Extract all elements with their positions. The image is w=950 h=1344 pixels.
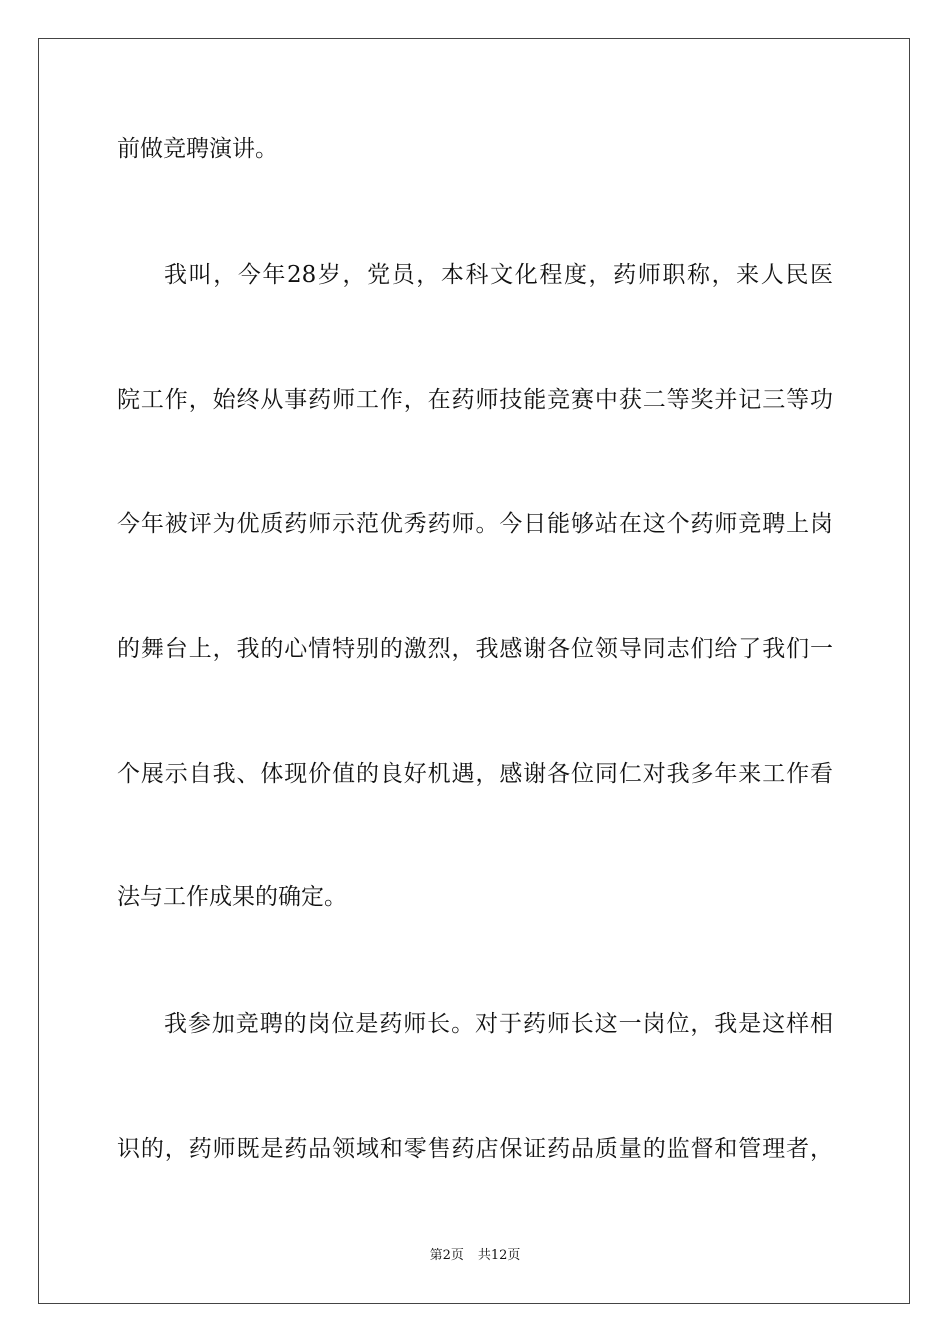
- text-line-6: 个展示自我、体现价值的良好机遇，感谢各位同仁对我多年来工作看: [117, 761, 833, 787]
- text-line-8: 我参加竞聘的岗位是药师长。对于药师长这一岗位，我是这样相: [164, 1011, 833, 1037]
- page-frame: [38, 38, 910, 1304]
- text-line-5: 的舞台上，我的心情特别的激烈，我感谢各位领导同志们给了我们一: [117, 636, 833, 662]
- text-line-3: 院工作，始终从事药师工作，在药师技能竞赛中获二等奖并记三等功: [117, 387, 833, 413]
- page-total: 共12页: [477, 1248, 521, 1263]
- text-line-1: 前做竞聘演讲。: [117, 136, 278, 162]
- page-number: 第2页: [429, 1248, 464, 1263]
- text-line-2: 我叫，今年28岁，党员，本科文化程度，药师职称，来人民医: [164, 262, 833, 288]
- text-line-4: 今年被评为优质药师示范优秀药师。今日能够站在这个药师竞聘上岗: [117, 511, 833, 537]
- text-line-7: 法与工作成果的确定。: [117, 884, 347, 910]
- text-line-9: 识的，药师既是药品领域和零售药店保证药品质量的监督和管理者，: [117, 1136, 833, 1162]
- page-footer: [0, 1247, 950, 1265]
